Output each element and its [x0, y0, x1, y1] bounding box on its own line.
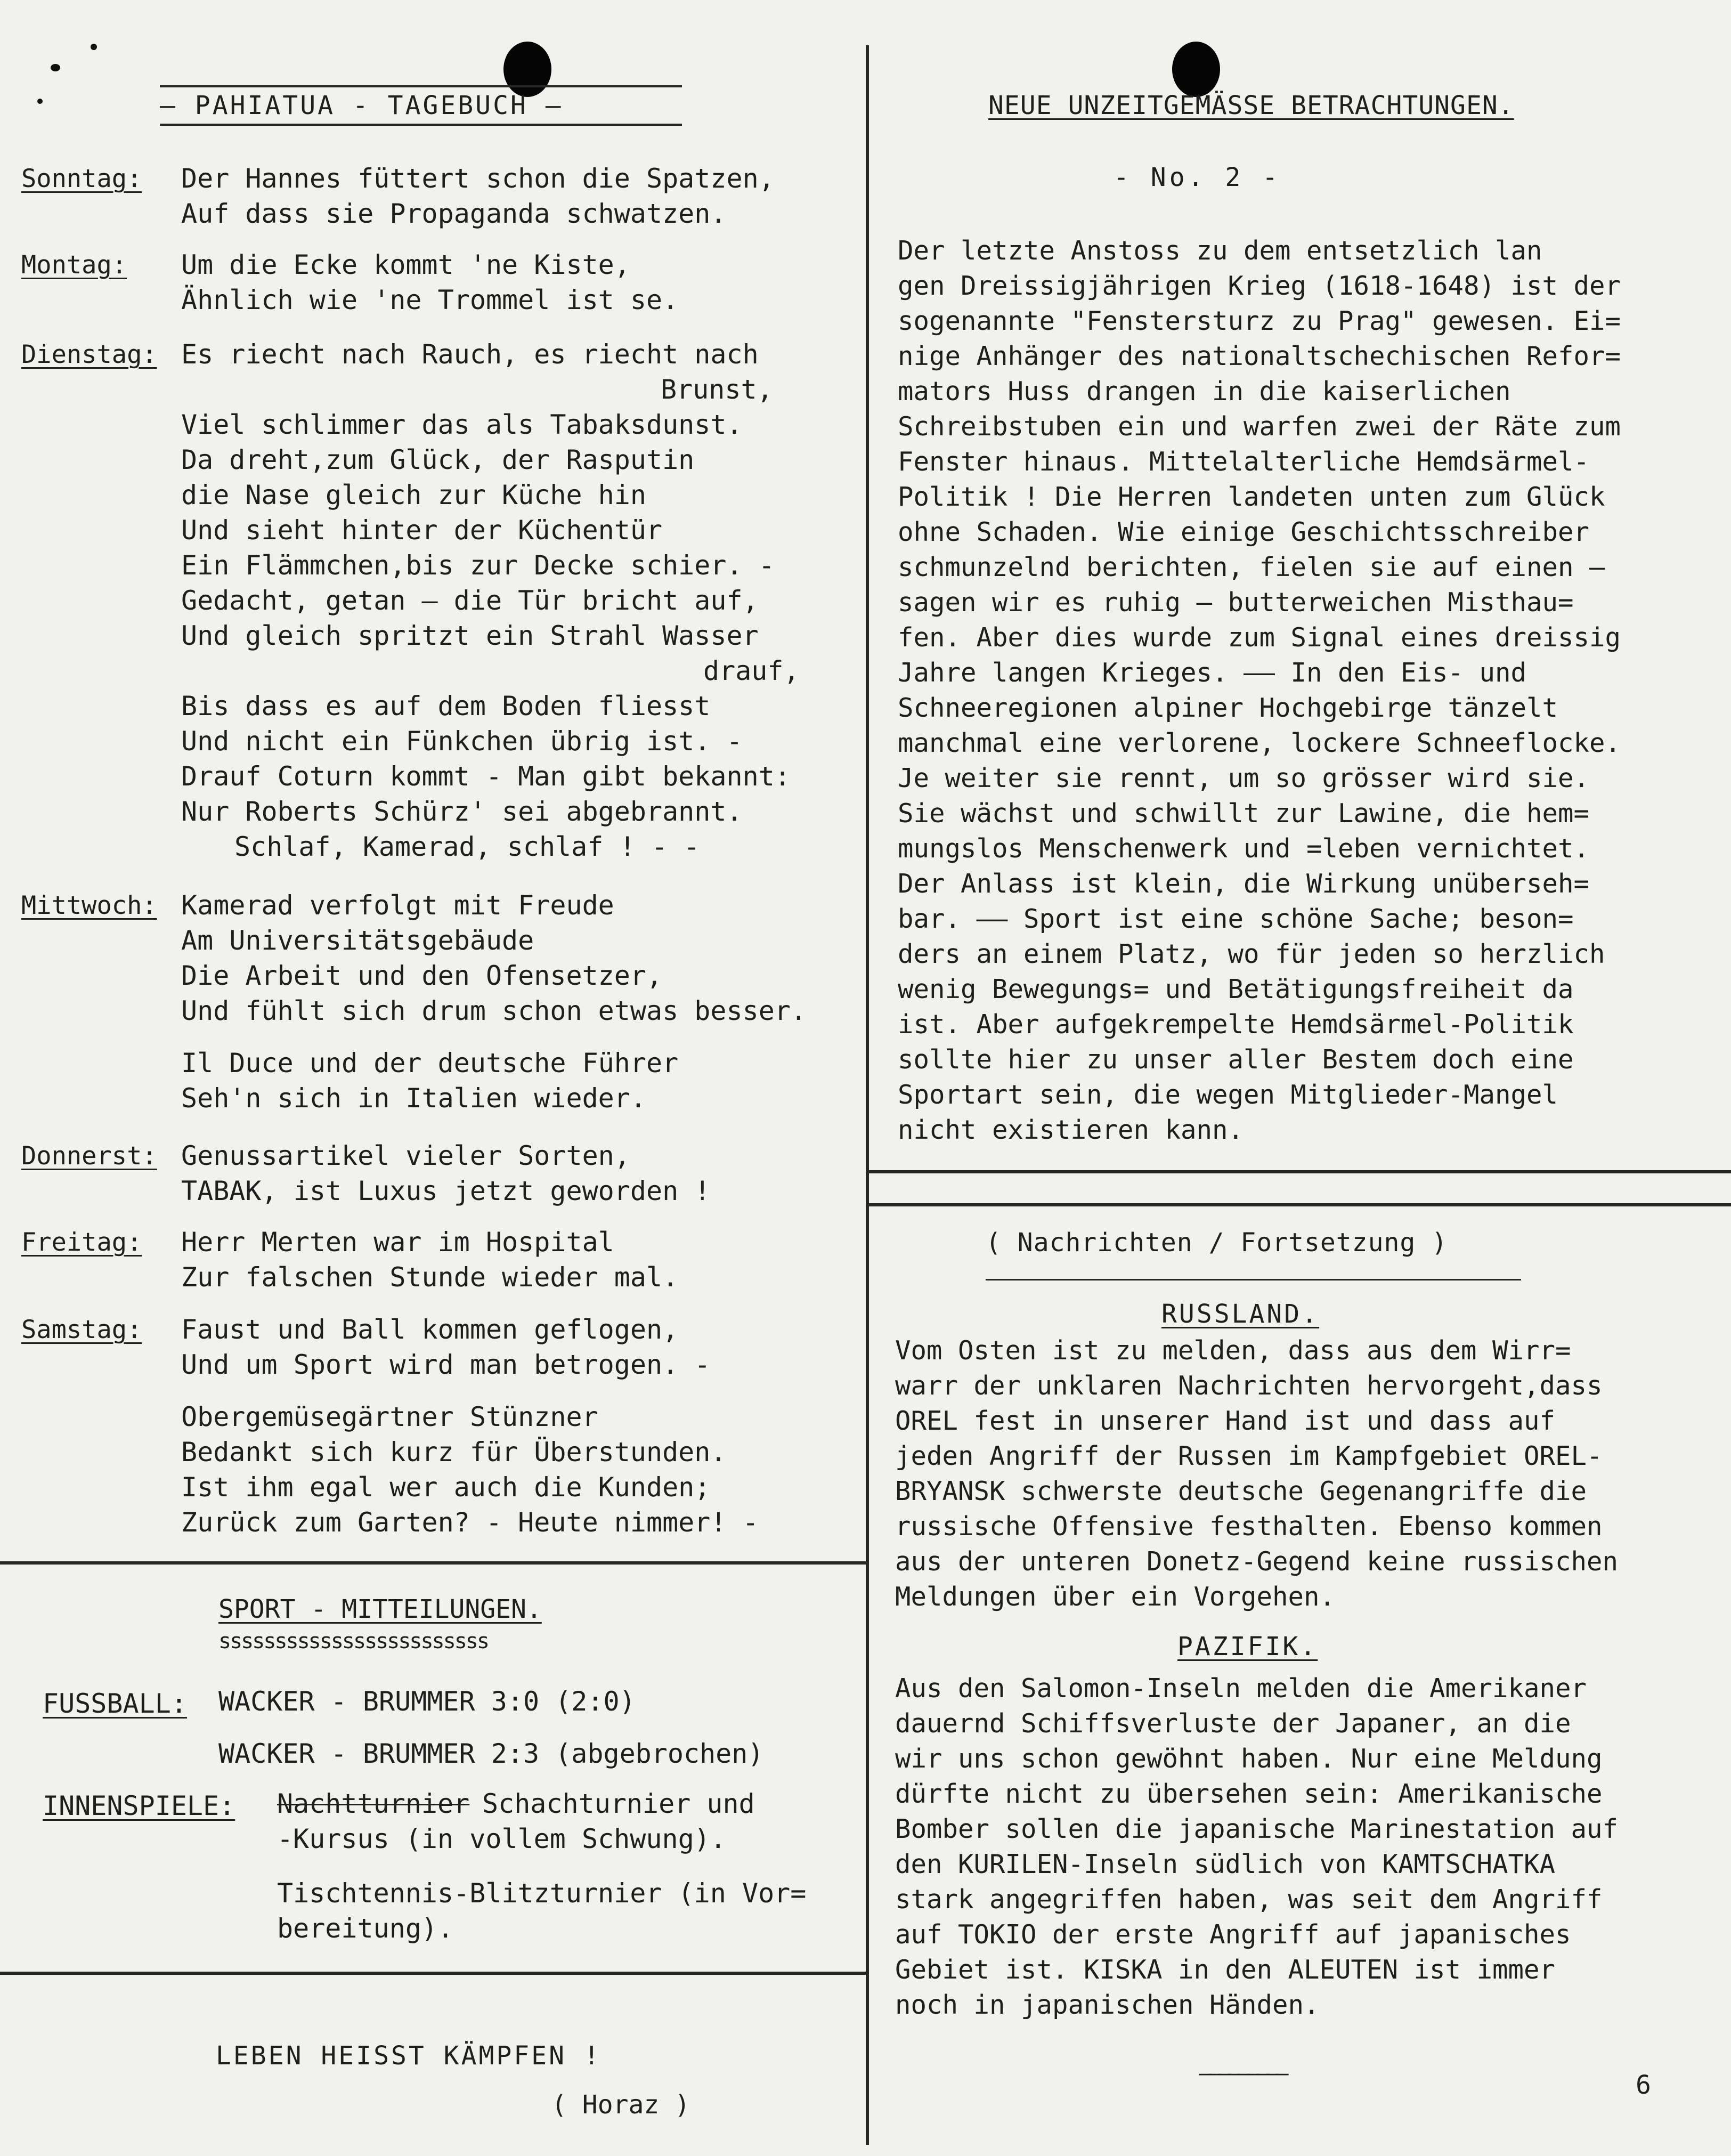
essay-line: schmunzelnd berichten, fielen sie auf einen —: [898, 552, 1605, 582]
innenspiele-label: INNENSPIELE:: [43, 1790, 235, 1821]
diary-line: Seh'n sich in Italien wieder.: [181, 1083, 646, 1114]
pazifik-line: noch in japanischen Händen.: [895, 1990, 1320, 2020]
innenspiele-line-2: -Kursus (in vollem Schwung).: [277, 1823, 726, 1854]
diary-line: Und gleich spritzt ein Strahl Wasser: [181, 620, 759, 651]
news-header: ( Nachrichten / Fortsetzung ): [986, 1228, 1448, 1258]
punch-hole-left: [503, 42, 551, 97]
diary-line: die Nase gleich zur Küche hin: [181, 480, 646, 510]
diary-line: Die Arbeit und den Ofensetzer,: [181, 960, 663, 991]
essay-line: sollte hier zu unser aller Bestem doch eine: [898, 1044, 1574, 1075]
diary-day: Freitag:: [21, 1228, 142, 1257]
ink-speck: [37, 99, 43, 104]
diary-line: Und sieht hinter der Küchentür: [181, 515, 663, 546]
russland-line: warr der unklaren Nachrichten hervorgeht,dass: [895, 1371, 1603, 1401]
column-divider: [866, 45, 869, 2145]
innenspiele-line-3: Tischtennis-Blitzturnier (in Vor=: [277, 1878, 807, 1909]
title-underline: [160, 124, 682, 126]
essay-line: Sie wächst und schwillt zur Lawine, die hem=: [898, 798, 1590, 829]
essay-line: wenig Bewegungs= und Betätigungsfreiheit da: [898, 974, 1574, 1004]
sport-title: SPORT - MITTEILUNGEN.: [218, 1594, 542, 1624]
match-result-2: WACKER - BRUMMER 2:3 (abgebrochen): [218, 1738, 764, 1769]
diary-line: Gedacht, getan — die Tür bricht auf,: [181, 585, 759, 616]
closing-rule: —————————: [1199, 2061, 1286, 2086]
essay-line: Der Anlass ist klein, die Wirkung unüberseh=: [898, 869, 1590, 899]
diary-line: Es riecht nach Rauch, es riecht nach: [181, 339, 759, 370]
essay-line: gen Dreissigjährigen Krieg (1618-1648) ist der: [898, 271, 1621, 301]
innenspiele-line-4: bereitung).: [277, 1913, 454, 1944]
struck-word: Nachtturnier: [277, 1788, 470, 1819]
russland-line: OREL fest in unserer Hand ist und dass auf: [895, 1406, 1556, 1436]
essay-line: Jahre langen Krieges. —— In den Eis- und: [898, 658, 1527, 688]
diary-day: Montag:: [21, 250, 127, 280]
diary-line: Nur Roberts Schürz' sei abgebrannt.: [181, 796, 743, 827]
russland-line: jeden Angriff der Russen im Kampfgebiet OREL-: [895, 1441, 1603, 1471]
diary-line: Bedankt sich kurz für Überstunden.: [181, 1437, 727, 1468]
essay-line: Fenster hinaus. Mittelalterliche Hemdsärmel-: [898, 447, 1590, 477]
news-header-underline: [986, 1279, 1521, 1280]
sport-title-underline-marks: ssssssssssssssssssssssss: [218, 1629, 488, 1654]
pazifik-line: Gebiet ist. KISKA in den ALEUTEN ist immer: [895, 1955, 1556, 1985]
diary-line: Und um Sport wird man betrogen. -: [181, 1349, 711, 1380]
essay-line: Schneeregionen alpiner Hochgebirge tänzelt: [898, 693, 1558, 723]
diary-line: Kamerad verfolgt mit Freude: [181, 890, 614, 921]
pazifik-line: auf TOKIO der erste Angriff auf japanisches: [895, 1919, 1571, 1950]
motto: LEBEN HEISST KÄMPFEN !: [216, 2041, 602, 2071]
diary-line: Obergemüsegärtner Stünzner: [181, 1401, 598, 1432]
punch-hole-right: [1172, 42, 1220, 97]
fussball-label: FUSSBALL:: [43, 1688, 187, 1719]
russland-line: Meldungen über ein Vorgehen.: [895, 1582, 1336, 1612]
diary-day: Dienstag:: [21, 340, 157, 369]
diary-line: Da dreht,zum Glück, der Rasputin: [181, 444, 695, 475]
diary-line: Am Universitätsgebäude: [181, 925, 534, 956]
diary-line: Ist ihm egal wer auch die Kunden;: [181, 1472, 711, 1503]
diary-line: Bis dass es auf dem Boden fliesst: [181, 691, 711, 722]
essay-line: ohne Schaden. Wie einige Geschichtsschreiber: [898, 517, 1590, 547]
pazifik-line: dürfte nicht zu übersehen sein: Amerikanische: [895, 1779, 1603, 1809]
diary-line: Genussartikel vieler Sorten,: [181, 1140, 630, 1171]
diary-line: Und nicht ein Fünkchen übrig ist. -: [181, 726, 743, 757]
diary-line: TABAK, ist Luxus jetzt geworden !: [181, 1176, 711, 1206]
essay-line: fen. Aber dies wurde zum Signal eines dreissig: [898, 622, 1621, 653]
diary-title: — PAHIATUA - TAGEBUCH —: [160, 91, 563, 120]
ink-speck: [91, 44, 97, 50]
pazifik-line: stark angegriffen haben, was seit dem Angriff: [895, 1884, 1603, 1915]
essay-line: ist. Aber aufgekrempelte Hemdsärmel-Politik: [898, 1009, 1574, 1040]
essay-line: ders an einem Platz, wo für jeden so herzlich: [898, 939, 1605, 969]
pazifik-line: Aus den Salomon-Inseln melden die Amerikaner: [895, 1673, 1587, 1704]
diary-line: Auf dass sie Propaganda schwatzen.: [181, 198, 727, 229]
essay-line: nicht existieren kann.: [898, 1115, 1244, 1145]
essay-line: mungslos Menschenwerk und =leben vernichtet.: [898, 833, 1590, 864]
section-rule-right-2: [869, 1203, 1731, 1206]
diary-line: Brunst,: [661, 374, 773, 405]
motto-author: ( Horaz ): [551, 2090, 690, 2120]
section-rule-right-1: [869, 1170, 1731, 1173]
page-number: 6: [1636, 2070, 1653, 2100]
diary-line: Schlaf, Kamerad, schlaf ! - -: [234, 831, 700, 862]
diary-line: Der Hannes füttert schon die Spatzen,: [181, 163, 775, 194]
diary-line: Um die Ecke kommt 'ne Kiste,: [181, 249, 630, 280]
essay-line: bar. —— Sport ist eine schöne Sache; beson=: [898, 904, 1574, 934]
diary-line: Herr Merten war im Hospital: [181, 1227, 614, 1258]
section-rule-left-2: [0, 1972, 866, 1975]
diary-line: Zur falschen Stunde wieder mal.: [181, 1262, 679, 1293]
essay-line: sagen wir es ruhig — butterweichen Misthau=: [898, 587, 1574, 618]
russland-title: RUSSLAND.: [1161, 1299, 1320, 1329]
innenspiele-line-1: Schachturnier und: [482, 1788, 755, 1819]
diary-line: Ähnlich wie 'ne Trommel ist se.: [181, 285, 679, 315]
essay-line: nige Anhänger des nationaltschechischen Refor=: [898, 341, 1621, 371]
pazifik-line: den KURILEN-Inseln südlich von KAMTSCHATKA: [895, 1849, 1556, 1879]
diary-line: Zurück zum Garten? - Heute nimmer! -: [181, 1507, 759, 1538]
essay-line: Je weiter sie rennt, um so grösser wird sie.: [898, 763, 1590, 793]
diary-line: Il Duce und der deutsche Führer: [181, 1048, 679, 1079]
pazifik-line: wir uns schon gewöhnt haben. Nur eine Meldung: [895, 1744, 1603, 1774]
essay-line: Der letzte Anstoss zu dem entsetzlich lan: [898, 236, 1542, 266]
essay-line: manchmal eine verlorene, lockere Schneeflocke.: [898, 728, 1621, 758]
diary-day: Samstag:: [21, 1315, 142, 1344]
russland-line: aus der unteren Donetz-Gegend keine russischen: [895, 1546, 1619, 1577]
diary-line: Und fühlt sich drum schon etwas besser.: [181, 995, 807, 1026]
issue-number: - No. 2 -: [1114, 163, 1281, 192]
diary-day: Sonntag:: [21, 164, 142, 193]
essay-line: Politik ! Die Herren landeten unten zum Glück: [898, 482, 1605, 512]
essay-line: mators Huss drangen in die kaiserlichen: [898, 376, 1511, 407]
diary-day: Donnerst:: [21, 1141, 157, 1171]
pazifik-line: Bomber sollen die japanische Marinestation auf: [895, 1814, 1619, 1844]
essay-line: sogenannte "Fenstersturz zu Prag" gewesen. Ei=: [898, 306, 1621, 336]
match-result-1: WACKER - BRUMMER 3:0 (2:0): [218, 1686, 636, 1717]
diary-line: Faust und Ball kommen geflogen,: [181, 1314, 679, 1345]
russland-line: Vom Osten ist zu melden, dass aus dem Wirr=: [895, 1335, 1571, 1366]
diary-line: Viel schlimmer das als Tabaksdunst.: [181, 409, 743, 440]
essay-line: Schreibstuben ein und warfen zwei der Räte zum: [898, 411, 1621, 442]
right-title: NEUE UNZEITGEMÄSSE BETRACHTUNGEN.: [988, 91, 1514, 120]
diary-line: Ein Flämmchen,bis zur Decke schier. -: [181, 550, 775, 581]
diary-line: drauf,: [703, 655, 800, 686]
russland-line: russische Offensive festhalten. Ebenso kommen: [895, 1511, 1603, 1542]
pazifik-line: dauernd Schiffsverluste der Japaner, an die: [895, 1708, 1571, 1739]
title-overline: [160, 85, 682, 87]
russland-line: BRYANSK schwerste deutsche Gegenangriffe die: [895, 1476, 1587, 1506]
pazifik-title: PAZIFIK.: [1177, 1632, 1318, 1661]
ink-speck: [51, 64, 60, 71]
diary-line: Drauf Coturn kommt - Man gibt bekannt:: [181, 761, 791, 792]
essay-line: Sportart sein, die wegen Mitglieder-Mangel: [898, 1080, 1558, 1110]
section-rule-left-1: [0, 1561, 866, 1565]
diary-day: Mittwoch:: [21, 891, 157, 920]
